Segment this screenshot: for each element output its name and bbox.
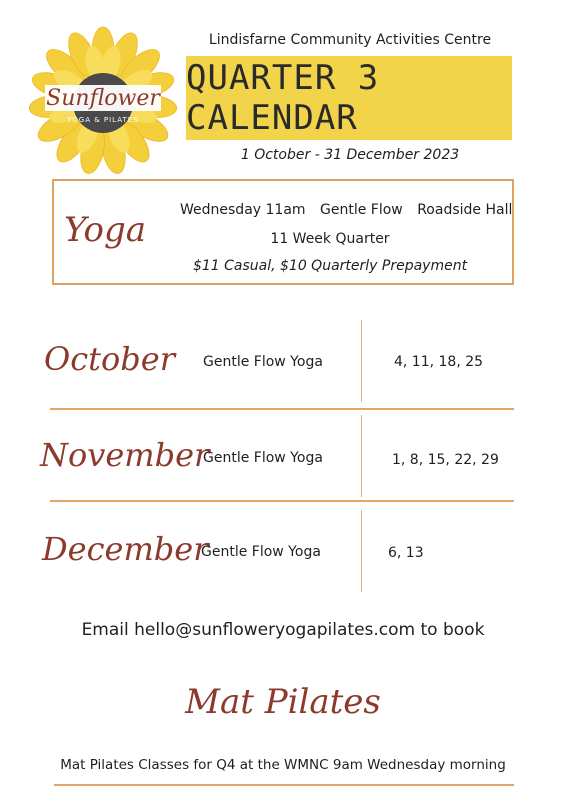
class-name-december: Gentle Flow Yoga — [201, 544, 321, 560]
svg-text:Sunflower: Sunflower — [46, 86, 160, 111]
row-rule — [50, 408, 514, 410]
mat-pilates-heading: Mat Pilates — [185, 682, 381, 722]
yoga-heading: Yoga — [64, 210, 146, 250]
page-title: QUARTER 3 CALENDAR — [186, 58, 380, 138]
bottom-rule — [54, 784, 514, 786]
dates-november: 1, 8, 15, 22, 29 — [392, 452, 499, 468]
booking-email-line: Email hello@sunfloweryogapilates.com to book — [81, 620, 485, 640]
yoga-duration: 11 Week Quarter — [270, 231, 390, 247]
column-divider — [361, 320, 362, 402]
yoga-day-time: Wednesday 11am — [180, 202, 306, 218]
month-october: October — [44, 340, 175, 378]
sunflower-icon — [28, 26, 178, 176]
row-rule — [50, 500, 514, 502]
month-december: December — [42, 530, 209, 568]
date-range: 1 October - 31 December 2023 — [240, 147, 460, 163]
svg-text:YOGA & PILATES: YOGA & PILATES — [67, 116, 139, 124]
dates-october: 4, 11, 18, 25 — [394, 354, 484, 370]
yoga-style: Gentle Flow — [320, 202, 403, 218]
class-name-october: Gentle Flow Yoga — [203, 354, 323, 370]
column-divider — [361, 415, 362, 497]
centre-name: Lindisfarne Community Activities Centre — [208, 32, 492, 48]
class-name-november: Gentle Flow Yoga — [203, 450, 323, 466]
dates-december: 6, 13 — [388, 545, 424, 561]
month-november: November — [40, 436, 210, 474]
column-divider — [361, 510, 362, 592]
mat-pilates-details: Mat Pilates Classes for Q4 at the WMNC 9am Wednesday morning — [60, 757, 506, 773]
yoga-schedule-line — [180, 202, 522, 218]
yoga-pricing: $11 Casual, $10 Quarterly Prepayment — [192, 258, 468, 274]
yoga-venue: Roadside Hall — [417, 202, 513, 218]
sunflower-logo — [28, 26, 178, 176]
